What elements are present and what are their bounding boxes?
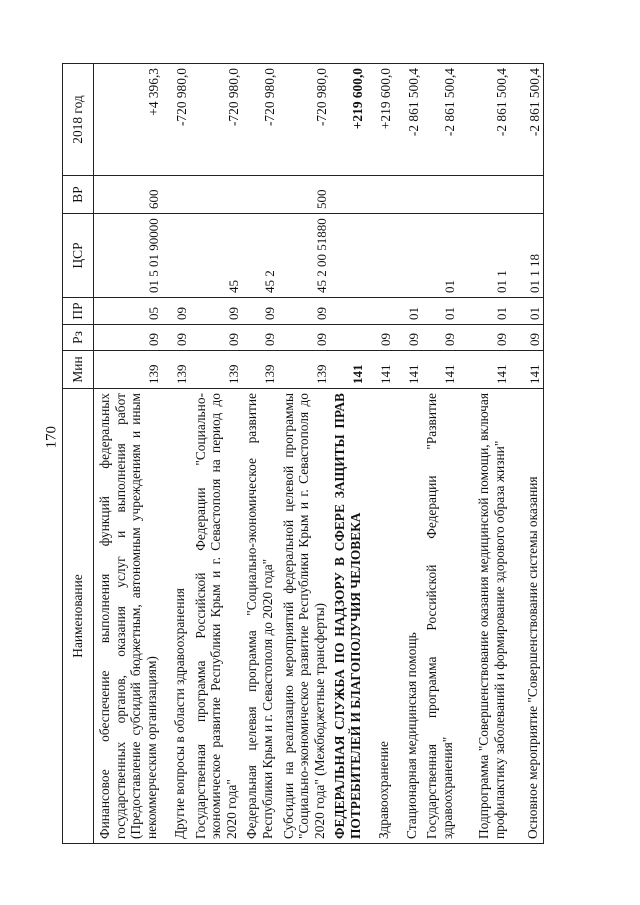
- col-header-rz: Рз: [63, 325, 94, 351]
- cell-csr: 01: [422, 214, 458, 298]
- cell-min: 141: [330, 351, 366, 389]
- table-row: [458, 64, 510, 844]
- cell-csr: [394, 214, 422, 298]
- cell-pr: 01: [422, 298, 458, 325]
- cell-min: 141: [366, 351, 394, 389]
- cell-csr: [330, 214, 366, 298]
- cell-pr: 05: [94, 298, 162, 325]
- cell-rz: 09: [278, 325, 330, 351]
- cell-pr: 09: [278, 298, 330, 325]
- table-row: [94, 64, 162, 844]
- table-row: [510, 64, 544, 844]
- cell-vr: [510, 176, 544, 214]
- table-row: [162, 64, 190, 844]
- cell-rz: 09: [394, 325, 422, 351]
- cell-name: Финансовое обеспечение выполнения функций федеральных государственных органов, оказания услуг и выполнения работ (Предоставление субсидий бюджетным, автономным учреждениям и иным некоммерческим организациям): [94, 389, 162, 844]
- cell-name: Субсидии на реализацию мероприятий федеральной целевой программы "Социально-экономическое развитие Республики Крым и г. Севастополя до 2020 года" (Межбюджетные трансферты): [278, 389, 330, 844]
- table-header-row: [63, 64, 94, 844]
- cell-rz: 09: [422, 325, 458, 351]
- col-header-min: Мин: [63, 351, 94, 389]
- cell-amount: -720 980,0: [190, 64, 242, 176]
- cell-min: 139: [94, 351, 162, 389]
- cell-csr: 45: [190, 214, 242, 298]
- cell-vr: 500: [278, 176, 330, 214]
- cell-vr: [190, 176, 242, 214]
- cell-name: Здравоохранение: [366, 389, 394, 844]
- cell-rz: 09: [242, 325, 278, 351]
- cell-csr: 01 5 01 90000: [94, 214, 162, 298]
- cell-rz: 09: [366, 325, 394, 351]
- cell-min: 139: [162, 351, 190, 389]
- cell-name: Основное мероприятие "Совершенствование системы оказания: [510, 389, 544, 844]
- cell-amount: +219 600,0: [366, 64, 394, 176]
- cell-rz: 09: [190, 325, 242, 351]
- cell-pr: 01: [394, 298, 422, 325]
- cell-vr: 600: [94, 176, 162, 214]
- cell-amount: -2 861 500,4: [510, 64, 544, 176]
- table-row: [242, 64, 278, 844]
- cell-min: 141: [510, 351, 544, 389]
- col-header-csr: ЦСР: [63, 214, 94, 298]
- cell-csr: [162, 214, 190, 298]
- table-row: [278, 64, 330, 844]
- table-row: [422, 64, 458, 844]
- cell-csr: [366, 214, 394, 298]
- cell-name: Подпрограмма "Совершенствование оказания медицинской помощи, включая профилактику заболеваний и формирование здорового образа жизни": [458, 389, 510, 844]
- cell-csr: 01 1 18: [510, 214, 544, 298]
- cell-vr: [330, 176, 366, 214]
- cell-amount: -2 861 500,4: [458, 64, 510, 176]
- cell-rz: 09: [510, 325, 544, 351]
- cell-min: 139: [242, 351, 278, 389]
- cell-pr: 09: [242, 298, 278, 325]
- cell-pr: 01: [458, 298, 510, 325]
- cell-rz: 09: [94, 325, 162, 351]
- cell-csr: 45 2: [242, 214, 278, 298]
- cell-min: 141: [458, 351, 510, 389]
- budget-table: [62, 63, 544, 844]
- cell-min: 139: [190, 351, 242, 389]
- cell-vr: [394, 176, 422, 214]
- cell-pr: 09: [190, 298, 242, 325]
- cell-min: 139: [278, 351, 330, 389]
- table-row: [366, 64, 394, 844]
- table-row: [330, 64, 366, 844]
- cell-name: Государственная программа Российской Федерации "Социально-экономическое развитие Республики Крым и г. Севастополя на период до 2020 года": [190, 389, 242, 844]
- col-header-name: Наименование: [63, 389, 94, 844]
- table-body: [94, 64, 544, 844]
- cell-amount: -720 980,0: [242, 64, 278, 176]
- table-row: [394, 64, 422, 844]
- cell-name: Другие вопросы в области здравоохранения: [162, 389, 190, 844]
- cell-pr: [366, 298, 394, 325]
- cell-vr: [162, 176, 190, 214]
- cell-pr: 09: [162, 298, 190, 325]
- cell-rz: 09: [162, 325, 190, 351]
- cell-vr: [422, 176, 458, 214]
- col-header-amount: 2018 год: [63, 64, 94, 176]
- cell-pr: [330, 298, 366, 325]
- col-header-pr: ПР: [63, 298, 94, 325]
- col-header-vr: ВР: [63, 176, 94, 214]
- cell-vr: [458, 176, 510, 214]
- cell-name: Государственная программа Российской Федерации "Развитие здравоохранения": [422, 389, 458, 844]
- cell-pr: 01: [510, 298, 544, 325]
- cell-amount: -2 861 500,4: [422, 64, 458, 176]
- cell-amount: -2 861 500,4: [394, 64, 422, 176]
- cell-name: Федеральная целевая программа "Социально-экономическое развитие Республики Крым и г. Севастополя до 2020 года": [242, 389, 278, 844]
- cell-amount: -720 980,0: [162, 64, 190, 176]
- cell-vr: [242, 176, 278, 214]
- cell-name: Стационарная медицинская помощь: [394, 389, 422, 844]
- cell-vr: [366, 176, 394, 214]
- rotated-table-block: [62, 64, 610, 844]
- table-row: [190, 64, 242, 844]
- cell-csr: 01 1: [458, 214, 510, 298]
- page-number: 170: [43, 426, 60, 449]
- cell-rz: [330, 325, 366, 351]
- cell-min: 141: [422, 351, 458, 389]
- cell-amount: +219 600,0: [330, 64, 366, 176]
- cell-rz: 09: [458, 325, 510, 351]
- cell-name: ФЕДЕРАЛЬНАЯ СЛУЖБА ПО НАДЗОРУ В СФЕРЕ ЗАЩИТЫ ПРАВ ПОТРЕБИТЕЛЕЙ И БЛАГОПОЛУЧИЯ ЧЕЛОВЕКА: [330, 389, 366, 844]
- cell-amount: -720 980,0: [278, 64, 330, 176]
- cell-min: 141: [394, 351, 422, 389]
- cell-amount: +4 396,3: [94, 64, 162, 176]
- cell-csr: 45 2 00 51880: [278, 214, 330, 298]
